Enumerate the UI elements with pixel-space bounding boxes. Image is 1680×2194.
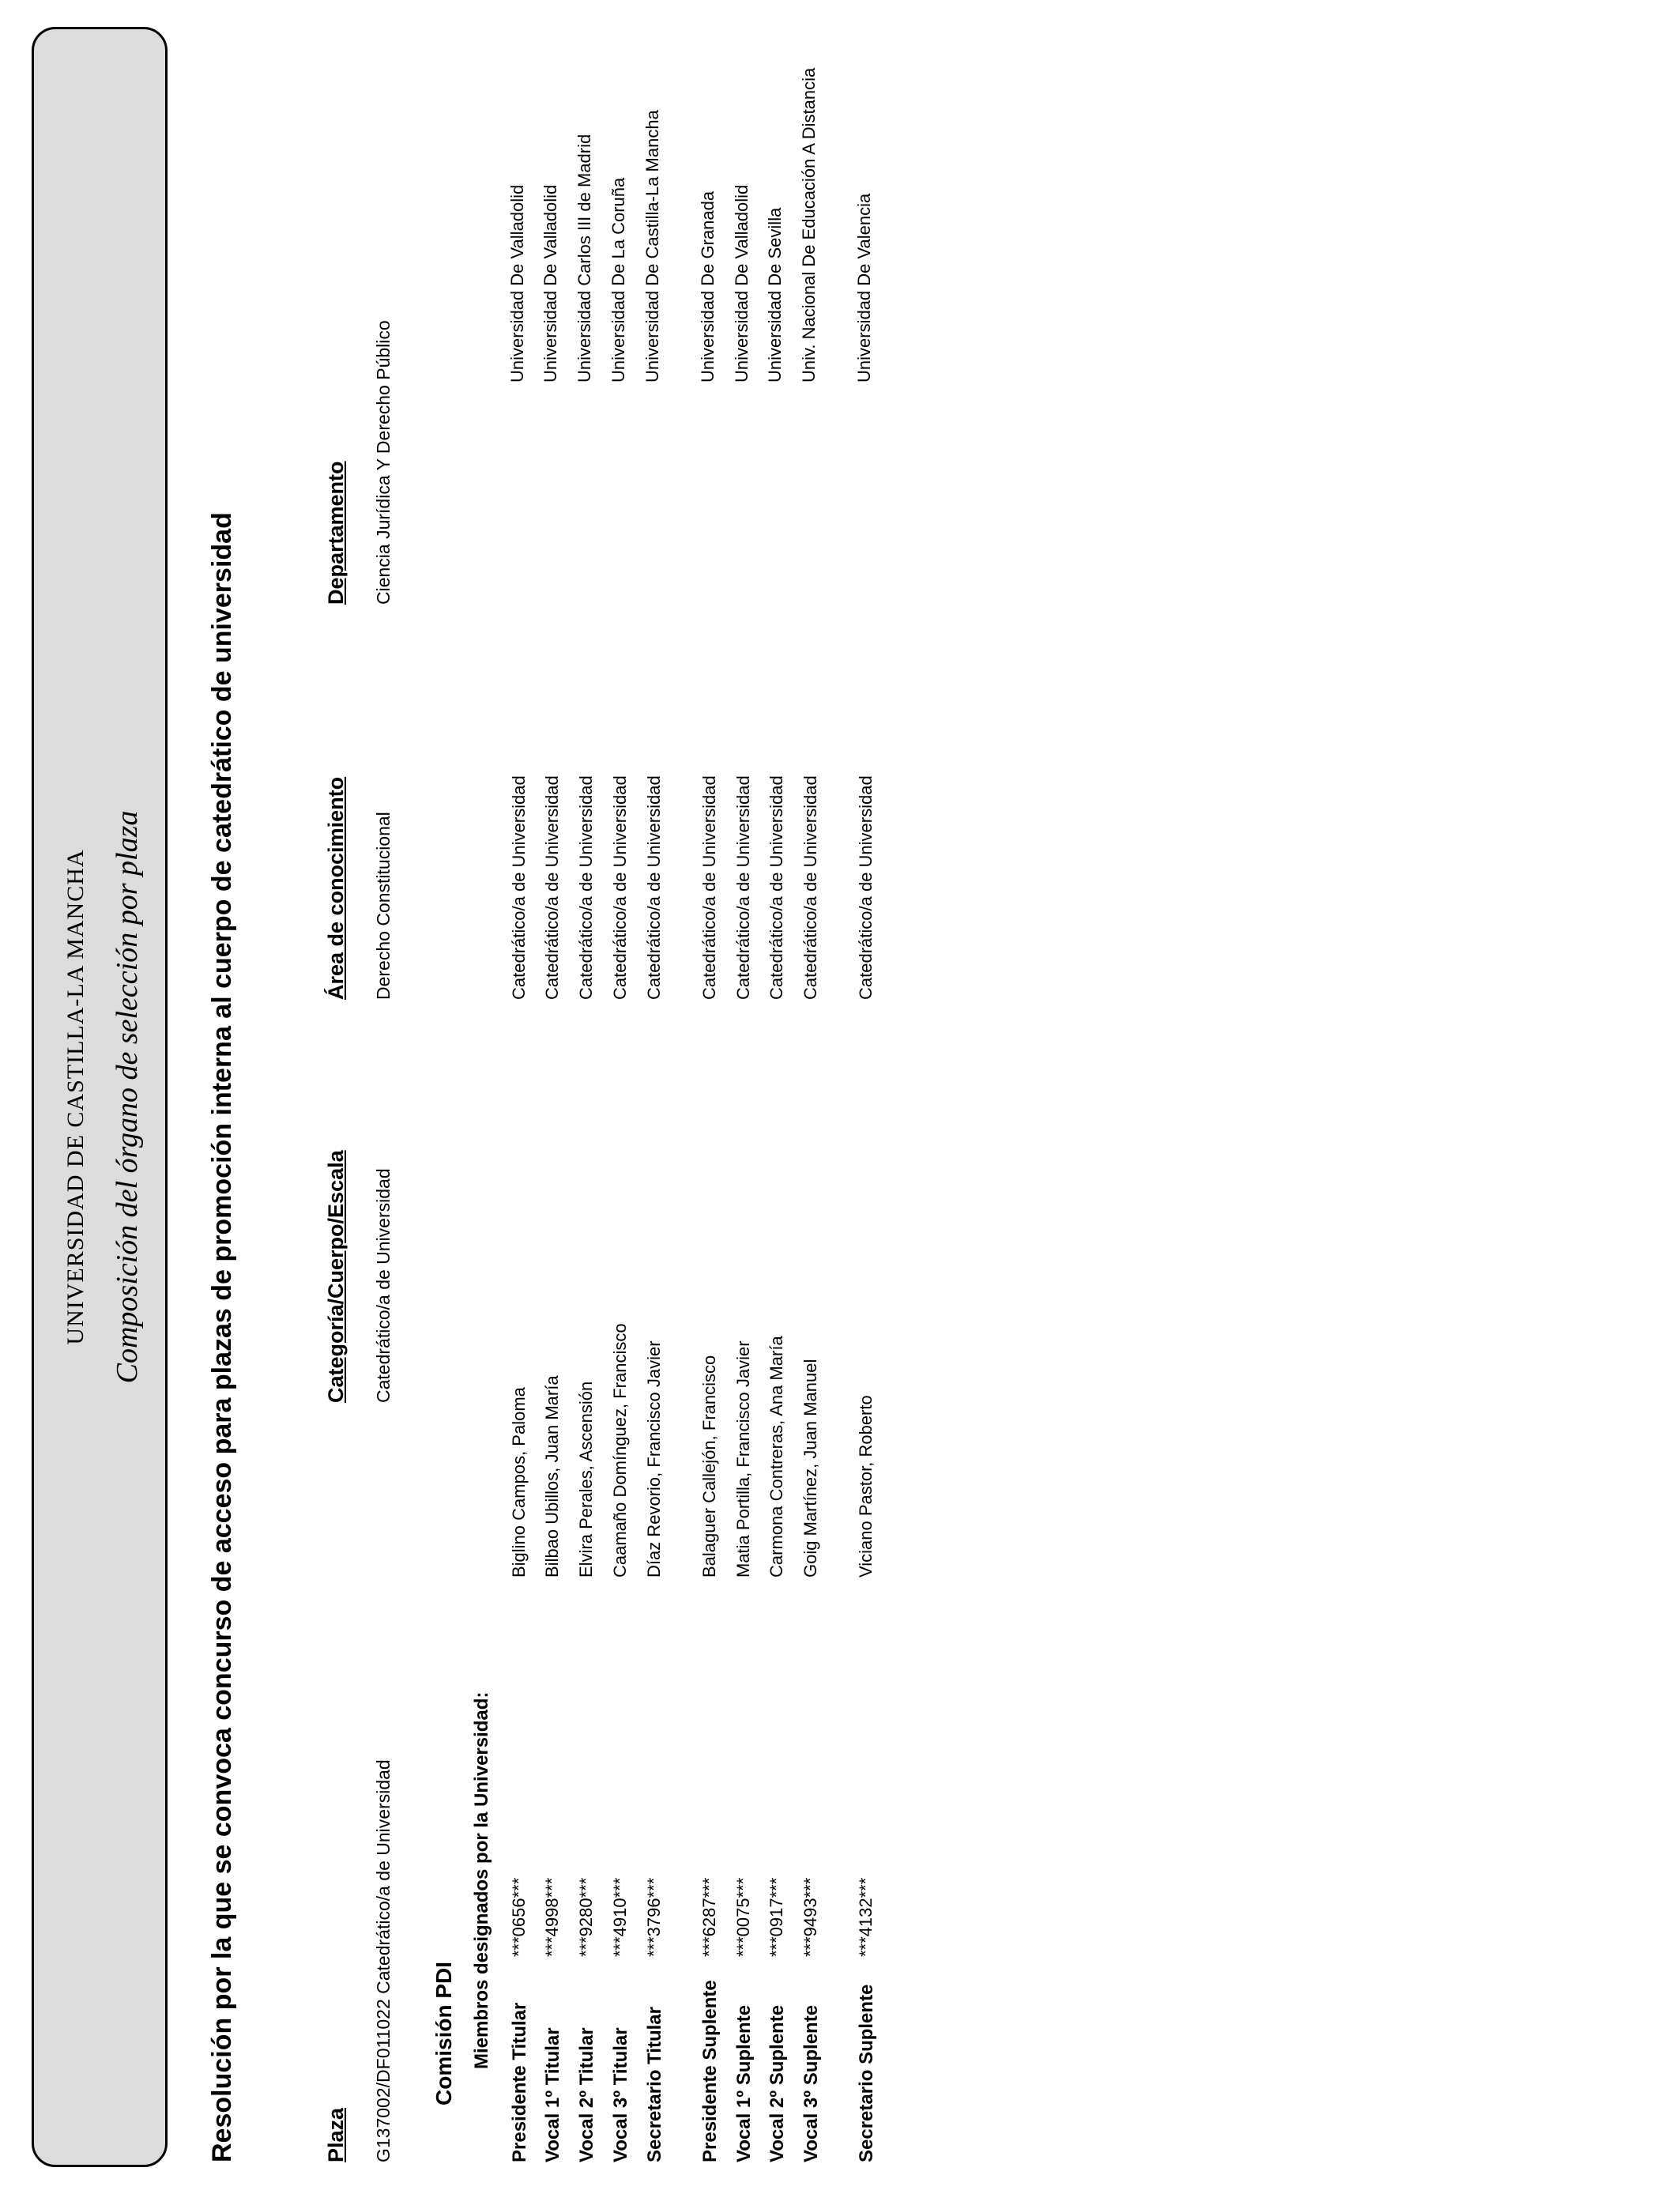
header-box <box>32 27 168 2167</box>
member-name: Viciano Pastor, Roberto <box>856 1395 876 1578</box>
comision-subtitle: Miembros designados por la Universidad: <box>471 1691 492 2069</box>
column-header-area: Área de conocimiento <box>324 776 348 1000</box>
member-category: Catedrático/a de Universidad <box>733 775 753 1000</box>
member-university: Universidad De La Coruña <box>608 177 628 383</box>
plaza-departamento: Ciencia Jurídica Y Derecho Público <box>373 320 394 605</box>
member-category: Catedrático/a de Universidad <box>699 775 719 1000</box>
member-row <box>767 0 798 2194</box>
member-id: ***3796*** <box>644 1877 664 1957</box>
member-id: ***4998*** <box>542 1877 562 1957</box>
member-row <box>856 0 887 2194</box>
member-university: Univ. Nacional De Educación A Distancia <box>799 67 819 383</box>
member-university: Universidad De Valladolid <box>541 184 560 383</box>
university-name: UNIVERSIDAD DE CASTILLA-LA MANCHA <box>62 849 89 1345</box>
member-category: Catedrático/a de Universidad <box>767 775 786 1000</box>
column-header-categoria: Categoría/Cuerpo/Escala <box>324 1150 348 1403</box>
member-row <box>576 0 608 2194</box>
member-id: ***4910*** <box>610 1877 630 1957</box>
member-name: Elvira Perales, Ascensión <box>576 1381 596 1578</box>
member-name: Matia Portilla, Francisco Javier <box>733 1340 753 1578</box>
member-row <box>733 0 765 2194</box>
member-row <box>542 0 574 2194</box>
member-role: Secretario Suplente <box>856 1984 877 2162</box>
member-category: Catedrático/a de Universidad <box>856 775 876 1000</box>
plaza-area: Derecho Constitucional <box>373 812 394 1000</box>
member-role: Vocal 3º Titular <box>610 2027 631 2162</box>
member-id: ***4132*** <box>856 1877 876 1957</box>
member-id: ***9493*** <box>800 1877 820 1957</box>
comision-title: Comisión PDI <box>431 1961 456 2105</box>
member-name: Bilbao Ubillos, Juan María <box>542 1375 562 1578</box>
member-role: Presidente Titular <box>509 2002 530 2162</box>
member-id: ***9280*** <box>576 1877 596 1957</box>
member-name: Díaz Revorio, Francisco Javier <box>644 1340 664 1578</box>
member-category: Catedrático/a de Universidad <box>576 775 596 1000</box>
member-university: Universidad De Granada <box>698 190 718 383</box>
member-category: Catedrático/a de Universidad <box>644 775 664 1000</box>
member-role: Vocal 3º Suplente <box>800 2004 822 2162</box>
member-name: Goig Martínez, Juan Manuel <box>800 1359 820 1578</box>
member-id: ***0656*** <box>509 1877 529 1957</box>
member-category: Catedrático/a de Universidad <box>509 775 529 1000</box>
member-university: Universidad De Valladolid <box>507 184 527 383</box>
member-name: Carmona Contreras, Ana María <box>767 1336 786 1578</box>
member-role: Secretario Titular <box>644 2007 665 2162</box>
member-name: Caamaño Domínguez, Francisco <box>610 1323 630 1578</box>
member-category: Catedrático/a de Universidad <box>800 775 820 1000</box>
member-university: Universidad Carlos III de Madrid <box>574 134 594 383</box>
member-role: Vocal 1º Titular <box>542 2027 563 2162</box>
member-category: Catedrático/a de Universidad <box>542 775 562 1000</box>
member-row <box>610 0 642 2194</box>
member-row <box>800 0 832 2194</box>
member-id: ***0917*** <box>767 1877 786 1957</box>
member-university: Universidad De Valladolid <box>732 184 751 383</box>
member-row <box>699 0 731 2194</box>
member-university: Universidad De Castilla-La Mancha <box>642 110 662 383</box>
member-university: Universidad De Sevilla <box>765 207 785 383</box>
member-name: Balaguer Callejón, Francisco <box>699 1355 719 1578</box>
plaza-categoria: Catedrático/a de Universidad <box>373 1168 394 1403</box>
member-role: Presidente Suplente <box>699 1980 721 2162</box>
member-id: ***6287*** <box>699 1877 719 1957</box>
resolution-title: Resolución por la que se convoca concurso de acceso para plazas de promoción interna al cuerpo de catedrático de universidad <box>207 512 237 2162</box>
plaza-code: G137002/DF011022 Catedrático/a de Universidad <box>373 1759 394 2162</box>
member-category: Catedrático/a de Universidad <box>610 775 630 1000</box>
member-id: ***0075*** <box>733 1877 753 1957</box>
column-header-departamento: Departamento <box>324 461 348 605</box>
member-university: Universidad De Valencia <box>854 193 874 383</box>
member-row <box>509 0 541 2194</box>
member-role: Vocal 2º Titular <box>576 2027 597 2162</box>
member-row <box>644 0 676 2194</box>
member-role: Vocal 1º Suplente <box>733 2004 755 2162</box>
column-header-plaza: Plaza <box>324 2107 348 2162</box>
member-name: Biglino Campos, Paloma <box>509 1387 529 1578</box>
document-subtitle: Composición del órgano de selección por plaza <box>111 810 144 1384</box>
member-role: Vocal 2º Suplente <box>767 2004 788 2162</box>
